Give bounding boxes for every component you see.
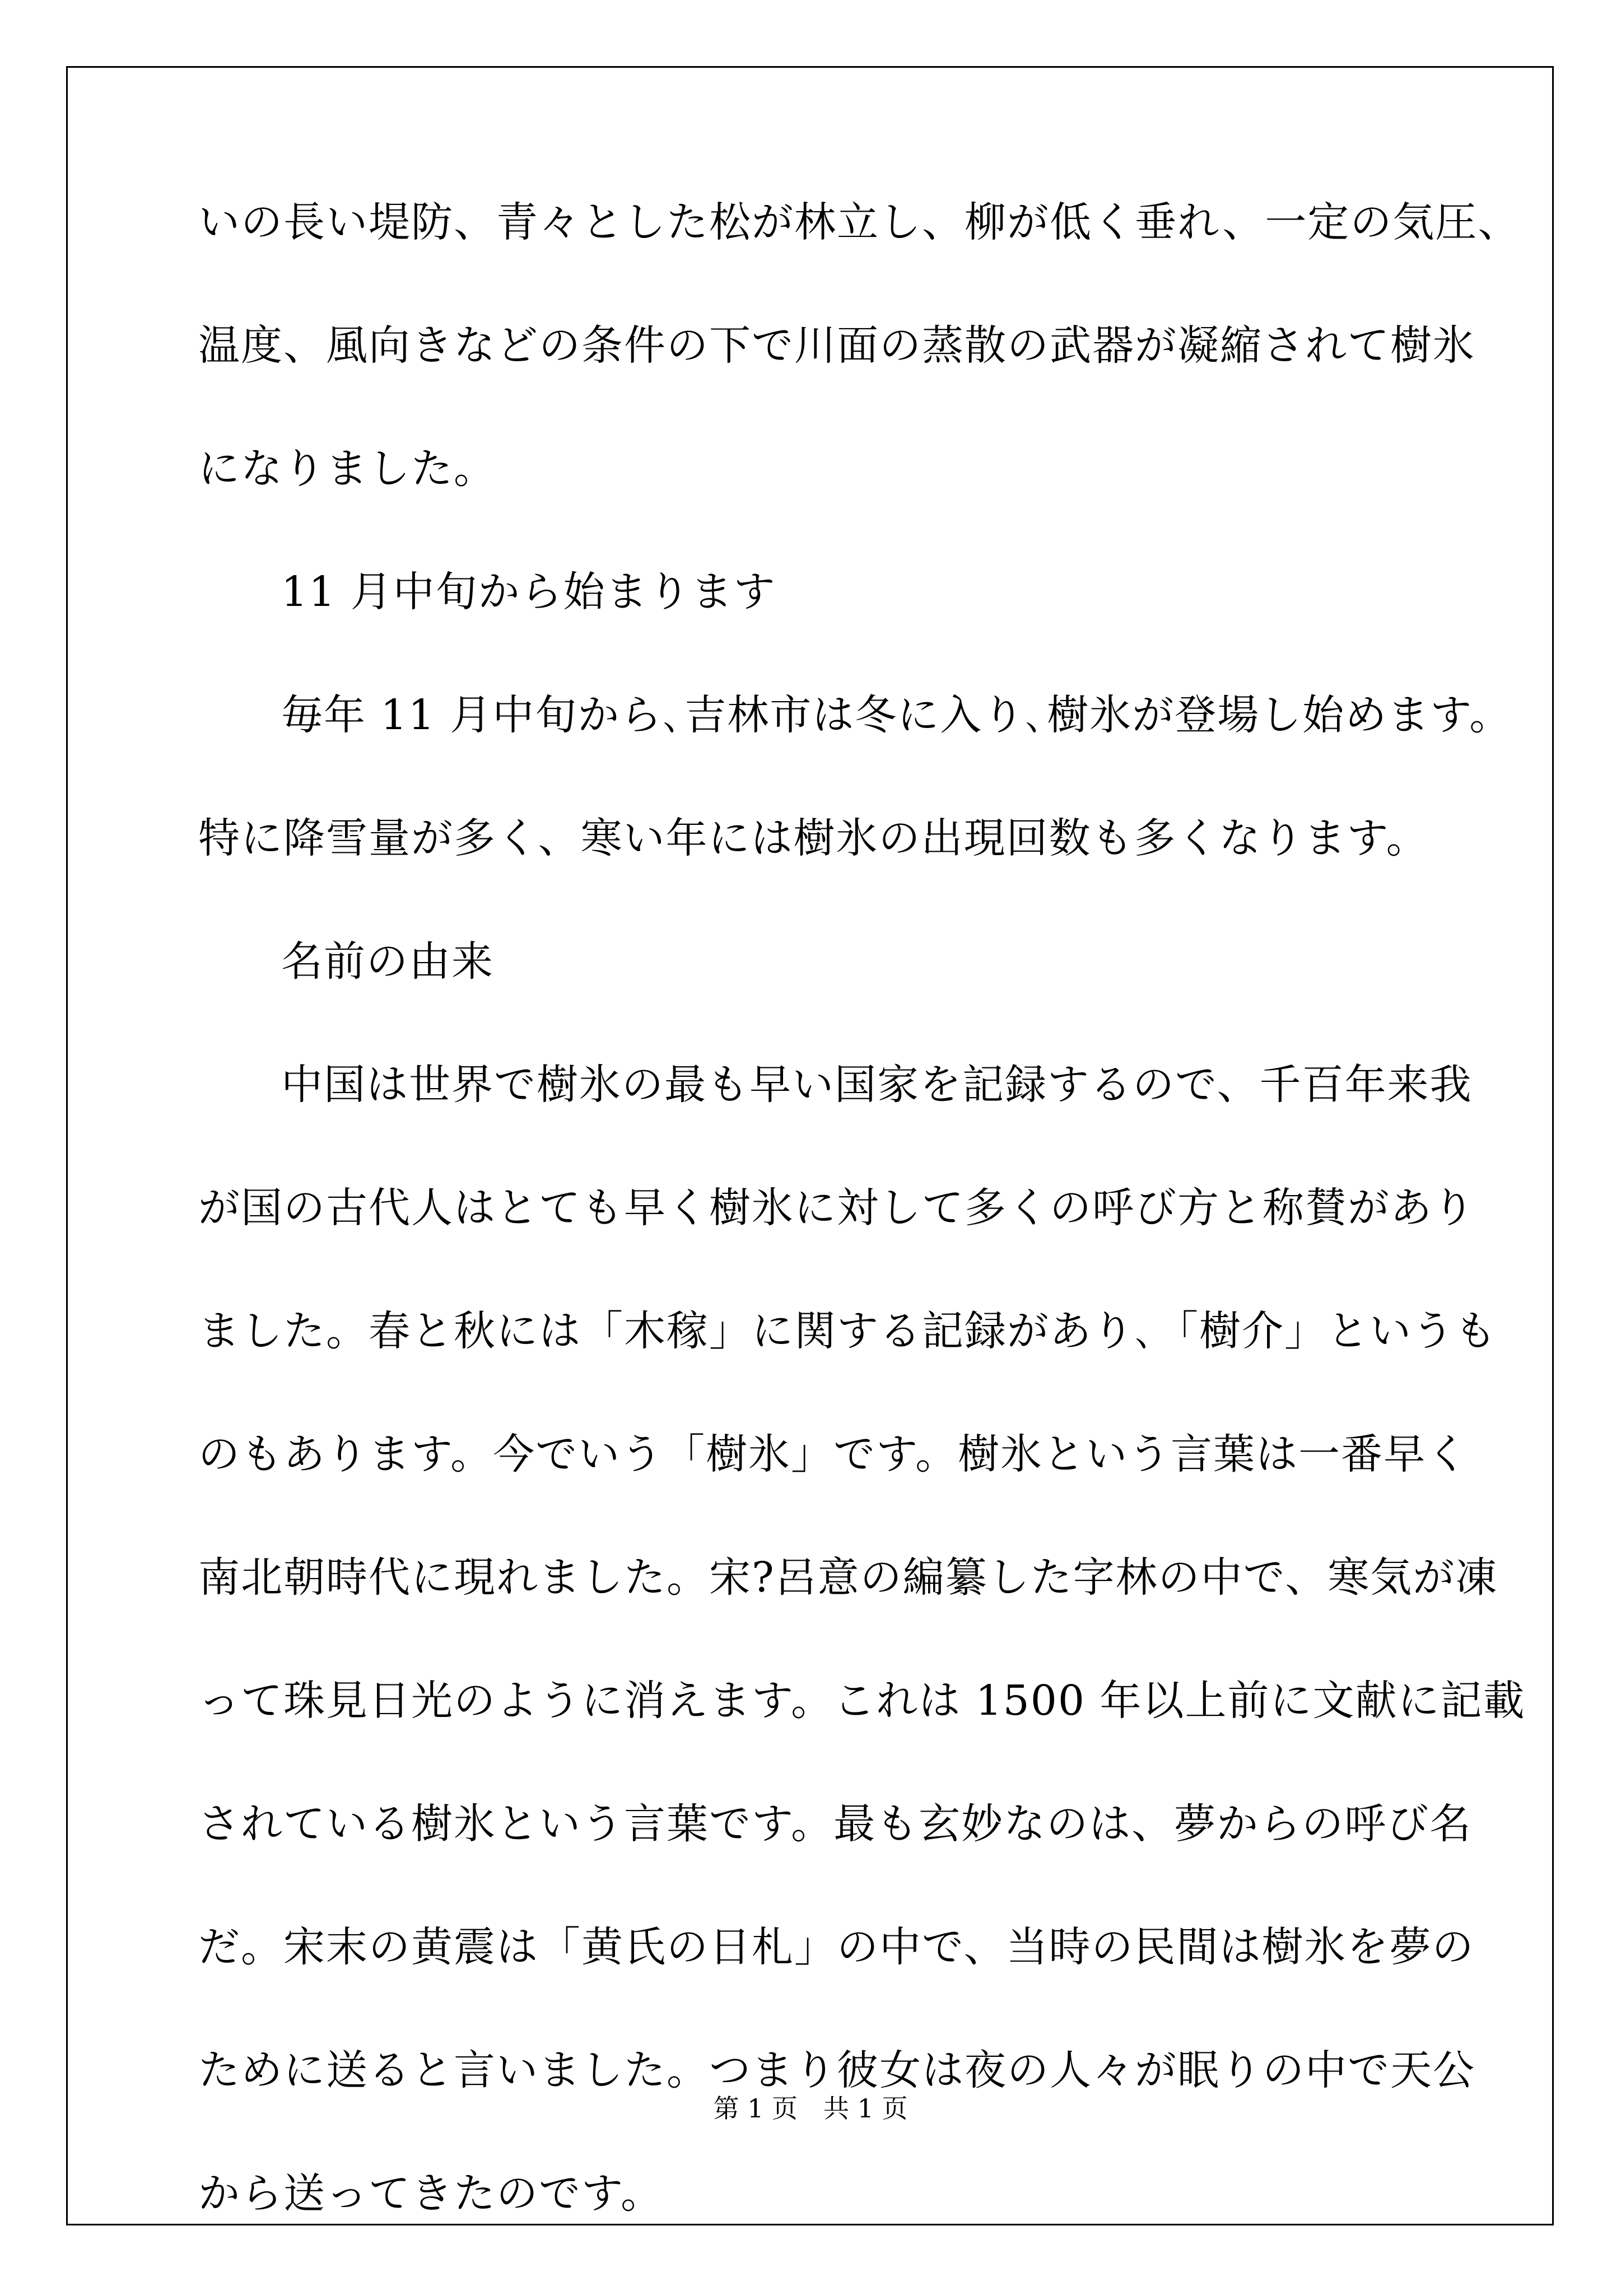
text-line: って珠見日光のように消えます。これは 1500 年以上前に文献に記載 <box>198 1677 1526 1725</box>
text-line: 南北朝時代に現れました。宋?呂意の編纂した字林の中で、寒気が凍 <box>198 1553 1498 1602</box>
page-number-footer: 第 1 页 共 1 页 <box>713 2093 908 2124</box>
text-line: ために送ると言いました。つまり彼女は夜の人々が眠りの中で天公 <box>198 2046 1475 2094</box>
text-line: だ。宋末の黄震は「黄氏の日札」の中で、当時の民間は樹氷を夢の <box>198 1923 1475 1971</box>
text-line: ました。春と秋には「木稼」に関する記録があり､「樹介」というも <box>198 1307 1497 1355</box>
text-line: になりました。 <box>198 445 496 493</box>
document-body <box>198 198 1526 2296</box>
section-heading: 11 月中旬から始まります <box>281 568 776 616</box>
text-line: 温度、風向きなどの条件の下で川面の蒸散の武器が凝縮されて樹氷 <box>198 321 1475 370</box>
text-line: が国の古代人はとても早く樹氷に対して多くの呼び方と称賛があり <box>198 1184 1475 1232</box>
text-line: されている樹氷という言葉です。最も玄妙なのは、夢からの呼び名 <box>198 1800 1473 1848</box>
text-line: いの長い堤防、青々とした松が林立し、柳が低く垂れ、一定の気圧、 <box>198 198 1521 246</box>
text-line: 特に降雪量が多く、寒い年には樹氷の出現回数も多くなります。 <box>198 814 1429 862</box>
text-line: から送ってきたのです。 <box>198 2169 664 2218</box>
text-line: のもあります。今でいう「樹氷」です。樹氷という言葉は一番早く <box>198 1430 1469 1478</box>
section-heading: 名前の由来 <box>281 937 494 986</box>
paragraph-first-line: 中国は世界で樹氷の最も早い国家を記録するので、千百年来我 <box>281 1061 1473 1109</box>
paragraph-first-line: 毎年 11 月中旬から､吉林市は冬に入り､樹氷が登場し始めます。 <box>281 691 1512 739</box>
